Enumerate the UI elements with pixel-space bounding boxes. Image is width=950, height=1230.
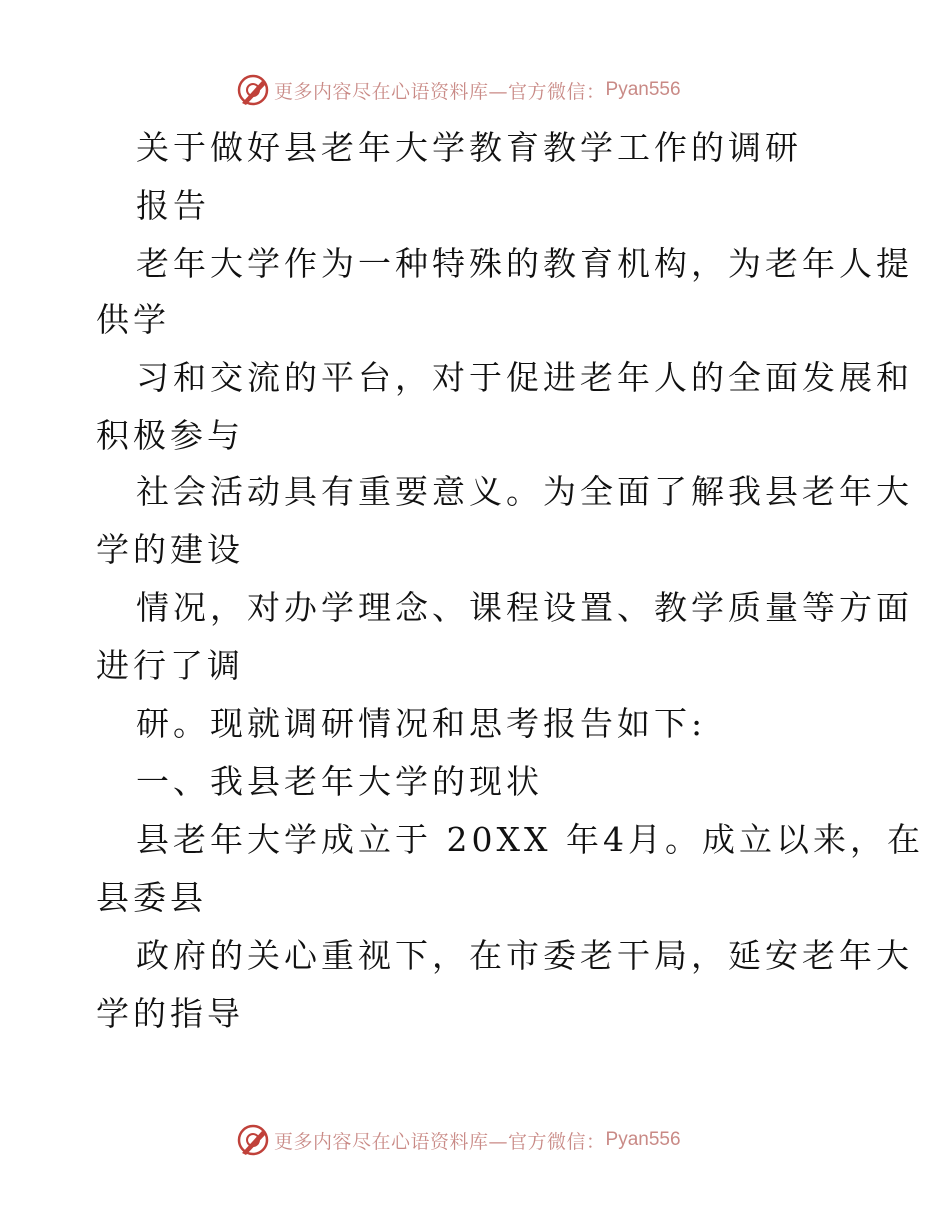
body-text-line: 县委县 bbox=[96, 878, 207, 917]
body-text-line: 社会活动具有重要意义。为全面了解我县老年大 bbox=[136, 472, 913, 511]
pen-logo-icon bbox=[236, 73, 270, 107]
document-title-line-1: 关于做好县老年大学教育教学工作的调研 bbox=[136, 128, 802, 167]
watermark-text: 更多内容尽在心语资料库—官方微信： bbox=[274, 80, 606, 103]
watermark-wechat-id: Pyan556 bbox=[605, 79, 681, 100]
body-text-line: 情况，对办学理念、课程设置、教学质量等方面 bbox=[136, 588, 913, 627]
body-text-line: 学的建设 bbox=[96, 530, 244, 569]
body-text-line: 老年大学作为一种特殊的教育机构，为老年人提 bbox=[136, 244, 913, 283]
body-text-line: 县老年大学成立于 20XX 年4月。成立以来，在 bbox=[136, 820, 924, 859]
body-text-line: 政府的关心重视下，在市委老干局，延安老年大 bbox=[136, 936, 913, 975]
watermark-header bbox=[236, 72, 681, 108]
body-text-line: 学的指导 bbox=[96, 994, 244, 1033]
body-text-line: 习和交流的平台，对于促进老年人的全面发展和 bbox=[136, 358, 913, 397]
section-heading: 一、我县老年大学的现状 bbox=[136, 762, 543, 801]
body-text-line: 研。现就调研情况和思考报告如下: bbox=[136, 704, 707, 743]
body-text-line: 供学 bbox=[96, 300, 170, 339]
watermark-wechat-id: Pyan556 bbox=[605, 1129, 681, 1150]
document-title-line-2: 报告 bbox=[136, 186, 210, 225]
body-text-line: 进行了调 bbox=[96, 646, 244, 685]
watermark-footer bbox=[236, 1122, 681, 1158]
body-text-line: 积极参与 bbox=[96, 416, 244, 455]
watermark-text: 更多内容尽在心语资料库—官方微信： bbox=[274, 1130, 606, 1153]
pen-logo-icon bbox=[236, 1123, 270, 1157]
